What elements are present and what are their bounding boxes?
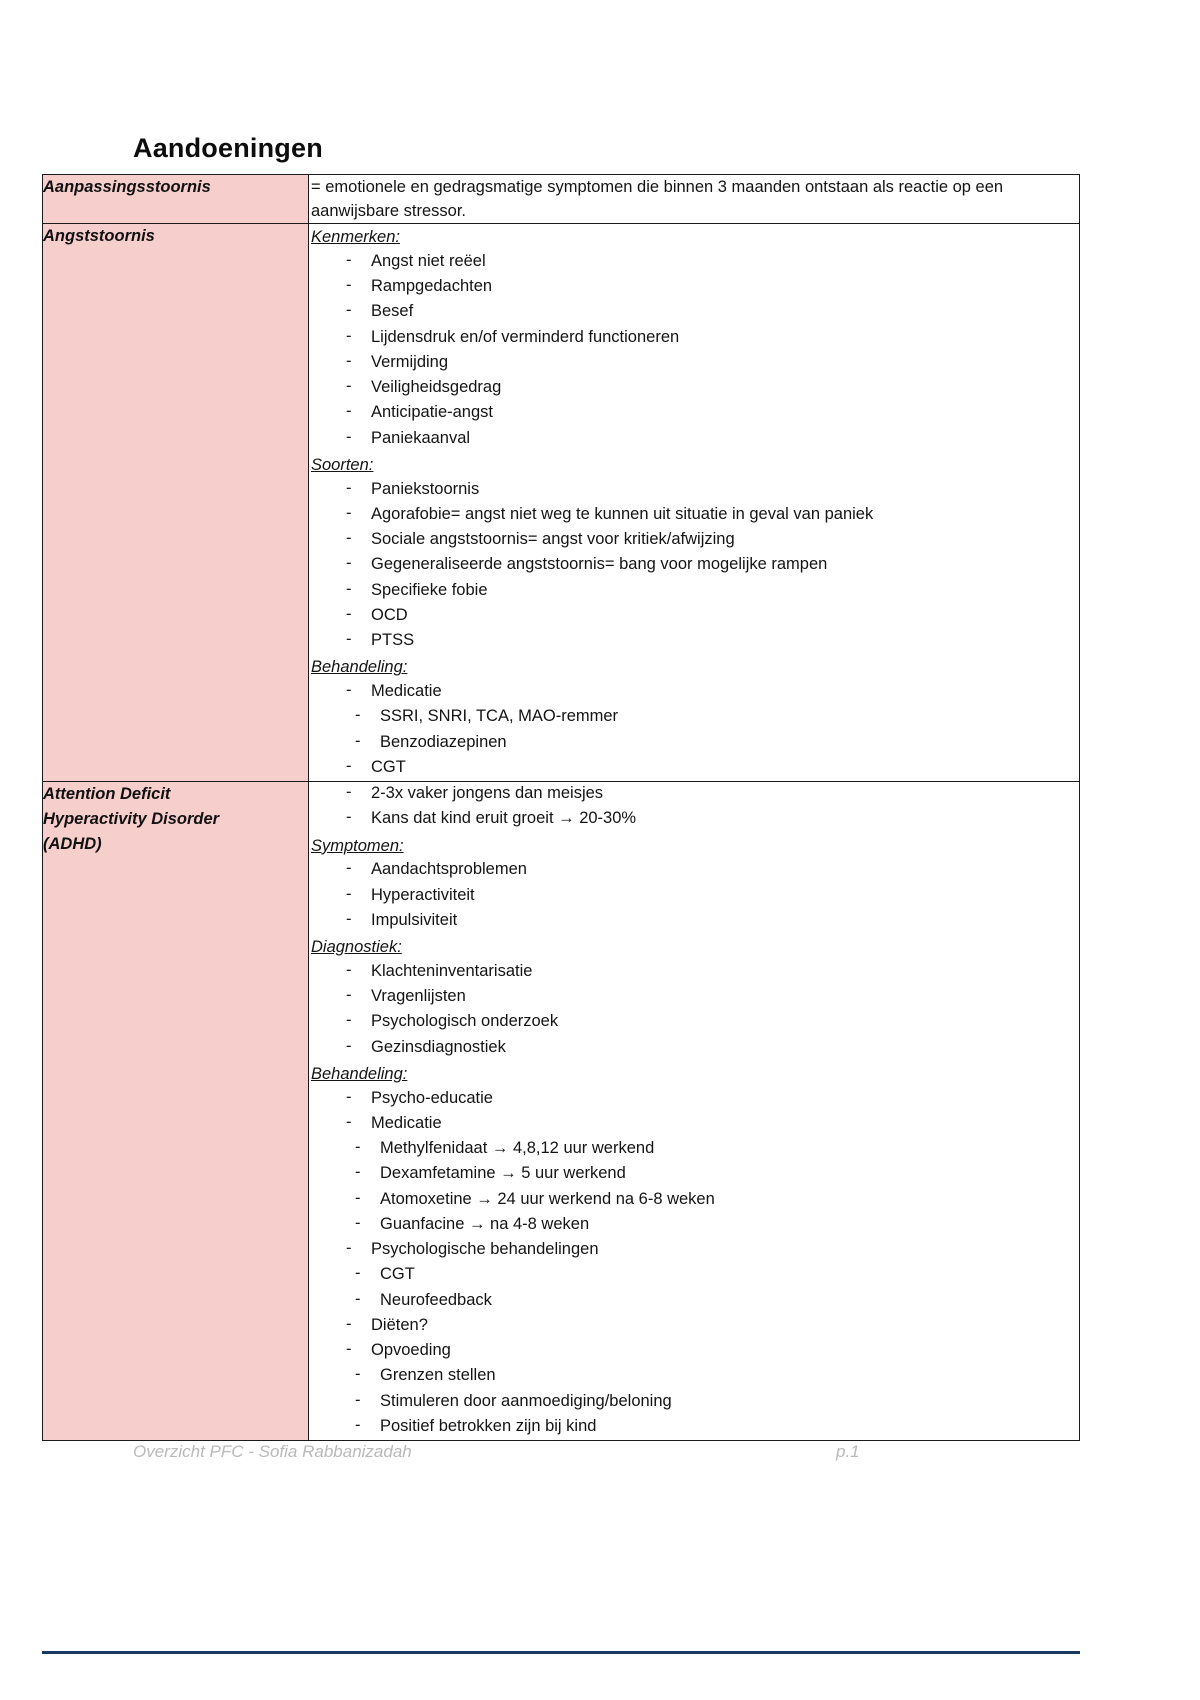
list-item: - Gezinsdiagnostiek (371, 1036, 1079, 1061)
section-heading-diagnostiek: Diagnostiek: (311, 938, 402, 957)
definition-cell-adhd (309, 782, 1080, 1441)
list-behandeling-medicatie-sub (309, 705, 1079, 756)
list-item: - OCD (371, 604, 1079, 629)
list-item: - Positief betrokken zijn bij kind (380, 1415, 1079, 1440)
list-item: - Paniekaanval (371, 427, 1079, 452)
list-item: - Agorafobie= angst niet weg te kunnen uit situatie in geval van paniek (371, 503, 1079, 528)
footer-page-number: p.1 (836, 1442, 860, 1461)
definition-cell-aanpassingsstoornis (309, 175, 1080, 224)
list-item: - Psychologische behandelingen (371, 1238, 1079, 1263)
term-label-line-2: Hyperactivity Disorder (43, 810, 220, 829)
list-soorten (309, 478, 1079, 655)
section-heading-kenmerken: Kenmerken: (311, 228, 400, 247)
page-footer (0, 1442, 1200, 1482)
section-heading-behandeling: Behandeling: (311, 658, 408, 677)
list-item: - Hyperactiviteit (371, 884, 1079, 909)
table-row (43, 782, 1080, 1441)
table-row (43, 224, 1080, 782)
list-item: - Diëten? (371, 1314, 1079, 1339)
list-item: - Opvoeding (371, 1339, 1079, 1364)
list-item: - Psycho-educatie (371, 1087, 1079, 1112)
footer-author: Overzicht PFC - Sofia Rabbanizadah (133, 1442, 412, 1461)
list-item: - Lijdensdruk en/of verminderd functioneren (371, 326, 1079, 351)
list-item: - CGT (371, 756, 1079, 781)
list-item: - Paniekstoornis (371, 478, 1079, 503)
list-adhd-intro (309, 782, 1079, 833)
list-adhd-psychologische-sub (309, 1263, 1079, 1314)
list-item: - CGT (380, 1263, 1079, 1288)
section-heading-soorten: Soorten: (311, 455, 374, 474)
list-item: - Dexamfetamine → 5 uur werkend (380, 1162, 1079, 1187)
list-behandeling-adhd-a (309, 1087, 1079, 1138)
list-item: - Angst niet reëel (371, 250, 1079, 275)
list-item: - Vragenlijsten (371, 985, 1079, 1010)
definition-cell-angststoornis (309, 224, 1080, 782)
term-label-line-1: Attention Deficit (43, 785, 171, 804)
list-item: - PTSS (371, 629, 1079, 654)
list-item: - Neurofeedback (380, 1289, 1079, 1314)
list-item: - Anticipatie-angst (371, 401, 1079, 426)
list-diagnostiek (309, 960, 1079, 1061)
list-item: - Kans dat kind eruit groeit → 20-30% (371, 807, 1079, 832)
term-cell-adhd (43, 782, 309, 1441)
bottom-rule (42, 1651, 1080, 1654)
list-item: - Impulsiviteit (371, 909, 1079, 934)
page-title: Aandoeningen (133, 133, 323, 163)
list-item: - Methylfenidaat → 4,8,12 uur werkend (380, 1137, 1079, 1162)
definition-text: = emotionele en gedragsmatige symptomen die binnen 3 maanden ontstaan als reactie op een aanwijsbare stressor. (311, 178, 1004, 221)
term-label: Angststoornis (43, 227, 155, 246)
section-heading-behandeling-adhd: Behandeling: (311, 1064, 408, 1083)
aandoeningen-table (42, 174, 1080, 1441)
list-item: - Veiligheidsgedrag (371, 376, 1079, 401)
list-behandeling-adhd-b (309, 1238, 1079, 1263)
list-kenmerken (309, 250, 1079, 452)
list-behandeling-adhd-c (309, 1314, 1079, 1365)
table-row (43, 175, 1080, 224)
list-item: - Klachteninventarisatie (371, 960, 1079, 985)
term-cell-angststoornis (43, 224, 309, 782)
list-item: - 2-3x vaker jongens dan meisjes (371, 782, 1079, 807)
list-item: - Besef (371, 300, 1079, 325)
list-item: - SSRI, SNRI, TCA, MAO-remmer (380, 705, 1079, 730)
list-item: - Atomoxetine → 24 uur werkend na 6-8 weken (380, 1188, 1079, 1213)
list-item: - Benzodiazepinen (380, 731, 1079, 756)
list-item: - Grenzen stellen (380, 1364, 1079, 1389)
list-adhd-opvoeding-sub (309, 1364, 1079, 1440)
list-item: - Vermijding (371, 351, 1079, 376)
list-item: - Medicatie (371, 680, 1079, 705)
list-item: - Psychologisch onderzoek (371, 1010, 1079, 1035)
term-label-line-3: (ADHD) (43, 835, 102, 854)
list-symptomen (309, 858, 1079, 934)
list-item: - Gegeneraliseerde angststoornis= bang voor mogelijke rampen (371, 553, 1079, 578)
list-item: - Sociale angststoornis= angst voor kritiek/afwijzing (371, 528, 1079, 553)
list-item: - Rampgedachten (371, 275, 1079, 300)
list-adhd-medicatie-sub (309, 1137, 1079, 1238)
list-item: - Medicatie (371, 1112, 1079, 1137)
term-label: Aanpassingsstoornis (43, 178, 211, 196)
list-item: - Stimuleren door aanmoediging/beloning (380, 1390, 1079, 1415)
list-item: - Aandachtsproblemen (371, 858, 1079, 883)
list-item: - Guanfacine → na 4-8 weken (380, 1213, 1079, 1238)
list-behandeling-cont (309, 756, 1079, 781)
section-heading-symptomen: Symptomen: (311, 836, 404, 855)
list-item: - Specifieke fobie (371, 579, 1079, 604)
term-cell-aanpassingsstoornis (43, 175, 309, 224)
list-behandeling (309, 680, 1079, 705)
